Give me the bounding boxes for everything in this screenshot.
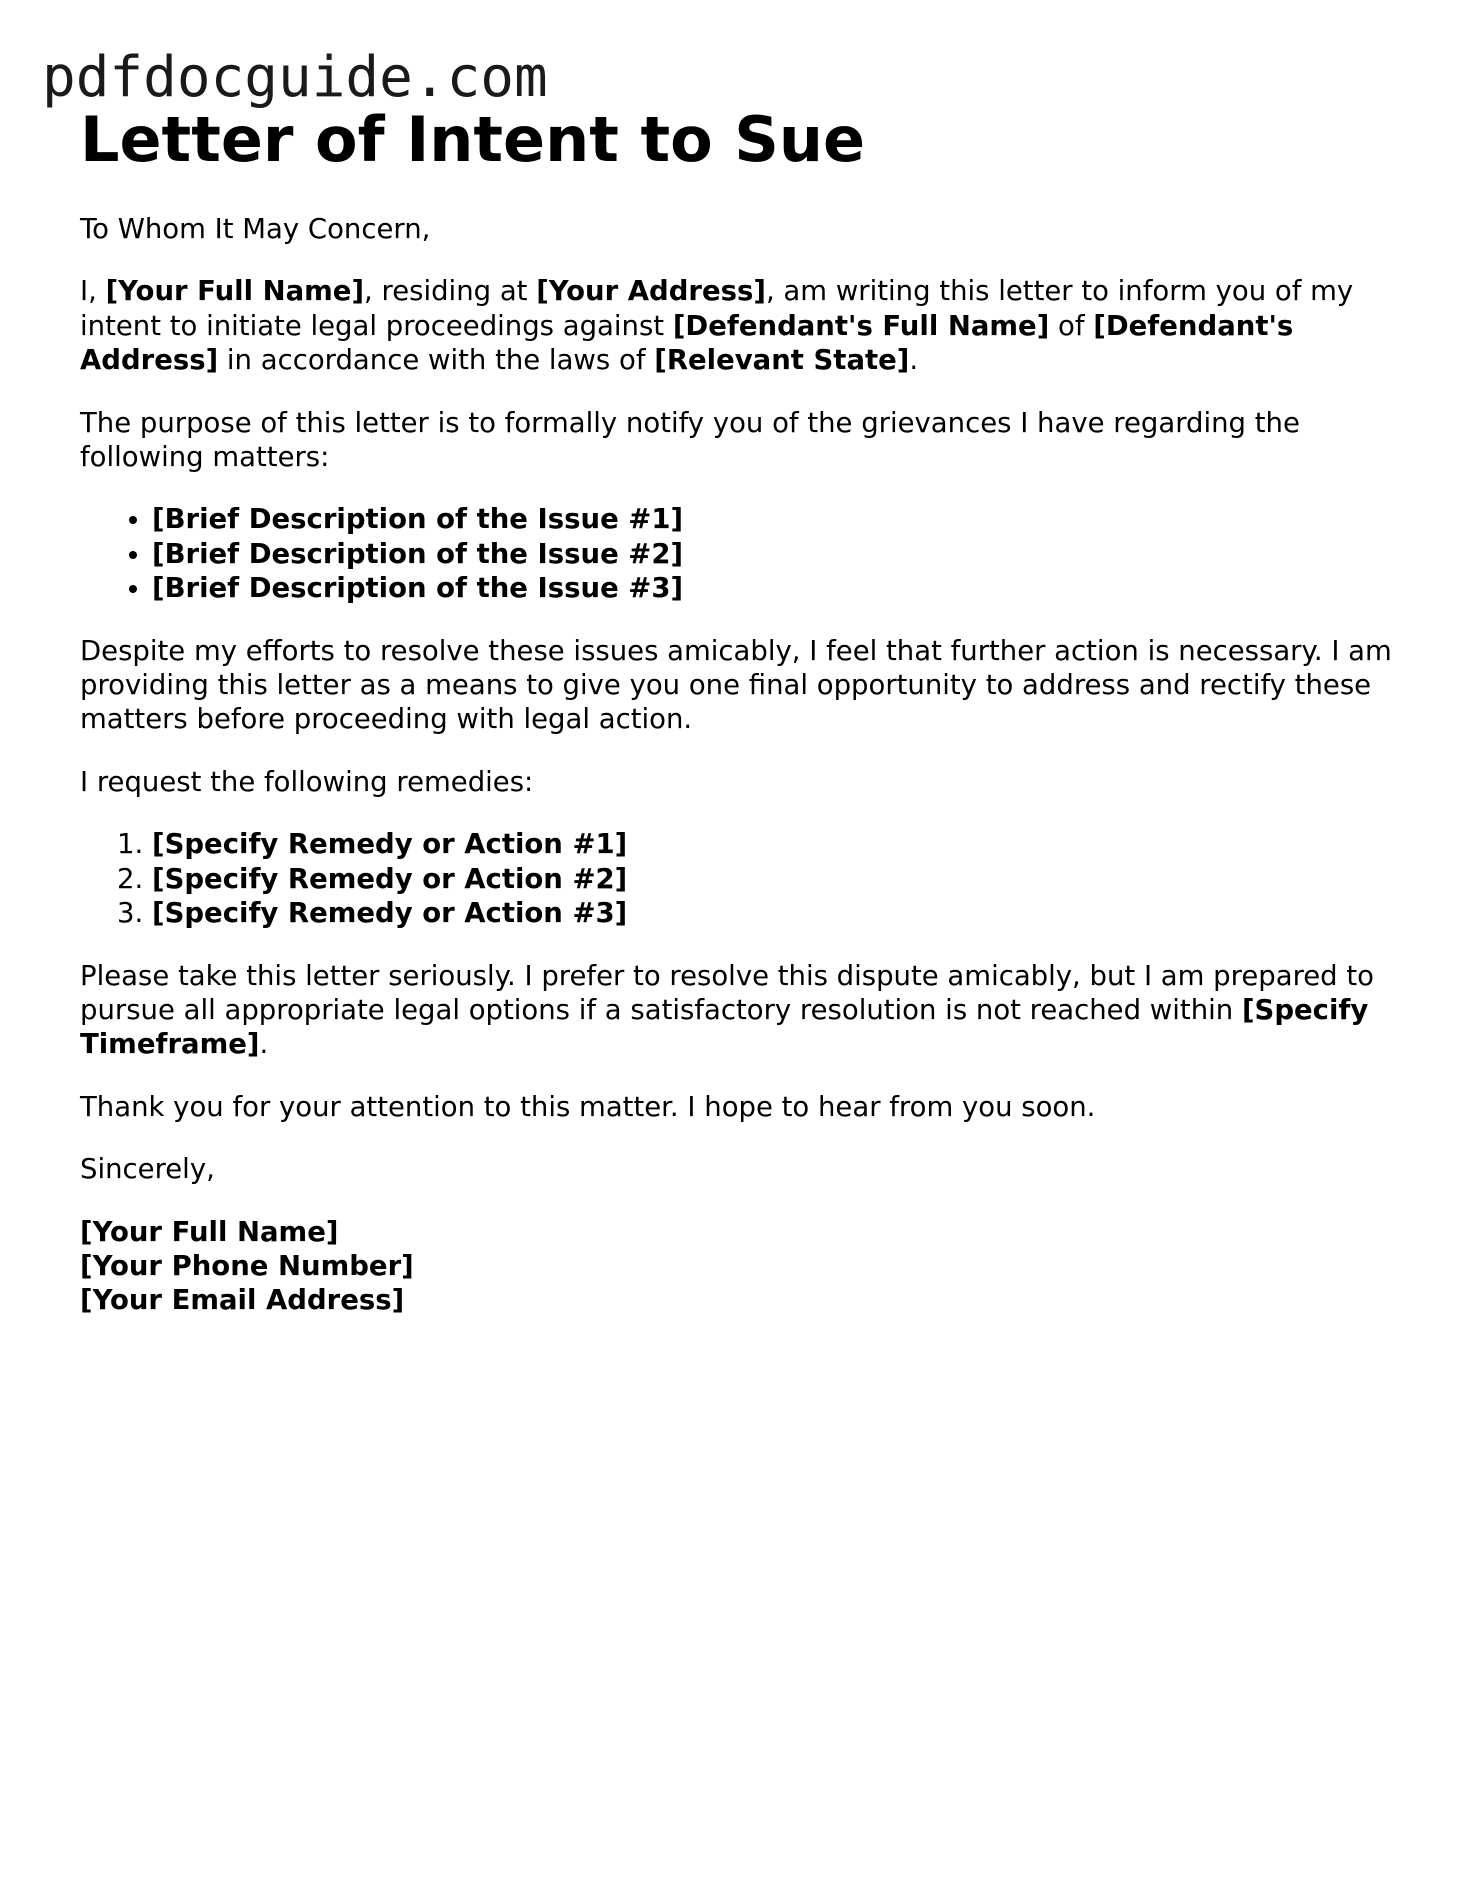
intro-text-5: in accordance with the laws of (218, 344, 655, 377)
your-full-name-placeholder: [Your Full Name] (105, 275, 365, 308)
issue-item-2: • [Brief Description of the Issue #2] (152, 537, 1400, 571)
issue-item-1: • [Brief Description of the Issue #1] (152, 502, 1400, 536)
signature-name: [Your Full Name] (80, 1215, 339, 1248)
signature-block (80, 1215, 1400, 1318)
defendant-name-placeholder: [Defendant's Full Name] (672, 309, 1050, 342)
defendant-address-placeholder: [Defendant's Address] (80, 309, 1294, 377)
request-intro: I request the following remedies: (80, 765, 534, 798)
your-address-placeholder: [Your Address] (536, 275, 766, 308)
remedy-item-2: 2. [Specify Remedy or Action #2] (152, 862, 1400, 896)
closing: Sincerely, (80, 1153, 215, 1186)
intro-text-4: of (1049, 309, 1094, 342)
site-watermark: pdfdocguide.com (42, 45, 548, 110)
signature-phone: [Your Phone Number] (80, 1249, 414, 1282)
intro-paragraph (80, 274, 1400, 377)
issues-list (80, 502, 1400, 605)
relevant-state-placeholder: [Relevant State] (654, 344, 910, 377)
intro-text-6: . (909, 344, 919, 377)
remedy-item-3: 3. [Specify Remedy or Action #3] (152, 896, 1400, 930)
letter-title: Letter of Intent to Sue (80, 103, 866, 176)
please-text-1: Please take this letter seriously. I prefer to resolve this dispute amicably, but I am prepared to pursue all appropriate legal options if a satisfactory resolution is not reached within (80, 959, 1374, 1026)
timeframe-placeholder: [Specify Timeframe] (80, 993, 1369, 1061)
please-paragraph (80, 959, 1400, 1062)
letter-document (80, 100, 1400, 1318)
remedies-list (80, 827, 1400, 930)
despite-paragraph: Despite my efforts to resolve these issues amicably, I feel that further action is necessary. I am providing this letter as a means to give you one final opportunity to address and rectify these matters before proceeding with legal action. (80, 634, 1392, 736)
thanks-paragraph: Thank you for your attention to this matter. I hope to hear from you soon. (80, 1090, 1096, 1123)
please-text-2: . (259, 1028, 269, 1061)
purpose-paragraph: The purpose of this letter is to formally notify you of the grievances I have regarding the following matters: (80, 406, 1300, 474)
intro-text-1: I, (80, 275, 106, 308)
signature-email: [Your Email Address] (80, 1284, 405, 1317)
remedy-item-1: 1. [Specify Remedy or Action #1] (152, 827, 1400, 861)
issue-item-3: • [Brief Description of the Issue #3] (152, 571, 1400, 605)
salutation: To Whom It May Concern, (80, 213, 431, 245)
intro-text-2: , residing at (364, 275, 537, 308)
intro-text-3: , am writing this letter to inform you of my intent to initiate legal proceedings against (80, 275, 1354, 342)
